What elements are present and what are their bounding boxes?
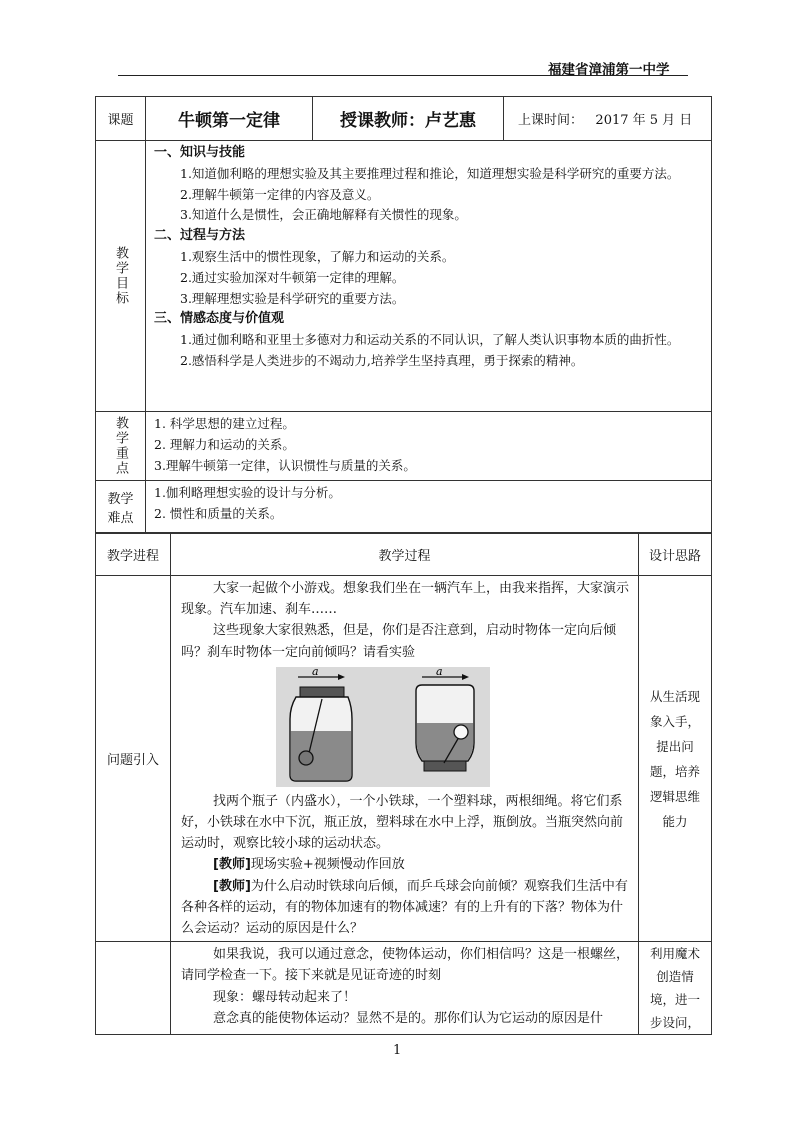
objective-item: 2.理解牛顿第一定律的内容及意义。: [180, 186, 380, 202]
teaching-process-table: [95, 533, 712, 1035]
design-line: 利用魔术: [649, 946, 700, 962]
design-line: 步设问，: [649, 1015, 700, 1031]
process-row-intro: [96, 576, 712, 942]
difficulties-row: [96, 481, 712, 533]
key-point-item: 1. 科学思想的建立过程。: [154, 416, 295, 431]
header-rule: [118, 75, 688, 76]
objective-item: 2.通过实验加深对牛顿第一定律的理解。: [180, 269, 405, 285]
design-magic: [639, 942, 712, 1035]
time-label: 上课时间：: [518, 113, 584, 128]
page-number: 1: [393, 1043, 402, 1058]
process-paragraph: 这些现象大家很熟悉，但是，你们是否注意到，启动时物体一定向后倾吗？刹车时物体一定向前倾吗？请看实验: [181, 623, 617, 660]
objectives-label-cell: [96, 141, 146, 412]
objective-item: 1.知道伽利略的理想实验及其主要推理过程和推论，知道理想实验是科学研究的重要方法。: [180, 165, 680, 181]
objective-item: 1.观察生活中的惯性现象，了解力和运动的关系。: [180, 248, 455, 264]
design-line: 能力: [662, 813, 688, 829]
key-points-row: [96, 412, 712, 481]
process-paragraph: 如果我说，我可以通过意念，使物体运动，你们相信吗？这是一根螺丝，请同学检查一下。接下来就是见证奇迹的时刻: [181, 947, 630, 984]
bottle-experiment-figure: [276, 667, 490, 787]
objective-section-title: 一、知识与技能: [154, 145, 246, 160]
objective-item: 3.理解理想实验是科学研究的重要方法。: [180, 290, 405, 306]
key-points-label-cell: [96, 412, 146, 481]
objective-item: 2.感悟科学是人类进步的不竭动力,培养学生坚持真理，勇于探索的精神。: [180, 352, 584, 368]
col-design-header: 设计思路: [639, 534, 712, 576]
time-value: 2017 年 5 月 日: [595, 113, 693, 128]
process-paragraph: 大家一起做个小游戏。想象我们坐在一辆汽车上，由我来指挥，大家演示现象。汽车加速、刹车……: [181, 581, 630, 618]
lesson-info-table: [95, 96, 712, 533]
design-line: 题，培养: [649, 763, 700, 779]
accel-label-left: a: [312, 666, 319, 678]
design-line: 从生活现: [649, 688, 700, 704]
key-points-label: 教学重点: [113, 416, 128, 476]
process-row-magic: [96, 942, 712, 1035]
design-line: 境，进一: [649, 992, 700, 1008]
key-points-content: [146, 412, 712, 481]
process-paragraph: 意念真的能使物体运动？显然不是的。那你们认为它运动的原因是什: [213, 1010, 604, 1026]
difficulties-label-a: 教学: [107, 491, 134, 507]
objectives-content: [146, 141, 712, 412]
intro-process: [171, 576, 639, 942]
objectives-row: [96, 141, 712, 412]
process-paragraph: 找两个瓶子（内盛水），一个小铁球，一个塑料球，两根细绳。将它们系好，小铁球在水中下沉，瓶正放，塑料球在水中上浮，瓶倒放。当瓶突然向前运动时，观察比较小球的运动状态。: [181, 793, 624, 852]
teacher-name: 授课教师：卢艺惠: [313, 97, 504, 141]
teacher-tag: [教师]: [213, 878, 251, 894]
design-line: 象入手，: [649, 713, 700, 729]
teacher-note-2: [181, 876, 630, 940]
difficulties-label-b: 难点: [107, 510, 134, 526]
teacher-tag: [教师]: [213, 857, 251, 873]
objective-section-title: 三、情感态度与价值观: [154, 311, 285, 327]
process-header-row: [96, 534, 712, 576]
topic-title: 牛顿第一定律: [146, 97, 313, 141]
topic-label: 课题: [96, 97, 146, 141]
difficulty-item: 1.伽利略理想实验的设计与分析。: [154, 485, 341, 500]
difficulties-content: [146, 481, 712, 533]
teacher-note-text: 现场实验+视频慢动作回放: [250, 857, 405, 873]
process-paragraph: 现象：螺母转动起来了！: [213, 989, 357, 1005]
stage-magic: [96, 942, 171, 1035]
key-point-item: 3.理解牛顿第一定律，认识惯性与质量的关系。: [154, 457, 416, 473]
col-stage-header: 教学进程: [96, 534, 171, 576]
design-intro: [639, 576, 712, 942]
objective-item: 1.通过伽利略和亚里士多德对力和运动关系的不同认识，了解人类认识事物本质的曲折性。: [180, 332, 680, 348]
accel-label-right: a: [436, 666, 443, 678]
col-process-header: 教学过程: [171, 534, 639, 576]
stage-intro: 问题引入: [96, 576, 171, 942]
class-time: [504, 97, 712, 141]
topic-row: [96, 97, 712, 141]
design-line: 创造情: [656, 969, 694, 985]
objectives-label: 教学目标: [113, 246, 128, 306]
teacher-note-1: [181, 854, 630, 875]
difficulty-item: 2. 惯性和质量的关系。: [154, 505, 283, 521]
magic-process: [171, 942, 639, 1035]
design-line: 提出问: [656, 738, 694, 754]
design-line: 逻辑思维: [649, 788, 700, 804]
objective-section-title: 二、过程与方法: [154, 228, 246, 244]
teacher-note-text: 为什么启动时铁球向后倾，而乒乓球会向前倾？观察我们生活中有各种各样的运动，有的物体加速有的物体减速？有的上升有的下落？物体为什么会运动？运动的原因是什么？: [181, 878, 628, 937]
objective-item: 3.知道什么是惯性，会正确地解释有关惯性的现象。: [180, 207, 467, 223]
difficulties-label-cell: [96, 481, 146, 533]
key-point-item: 2. 理解力和运动的关系。: [154, 436, 295, 452]
school-name: 福建省漳浦第一中学: [548, 62, 670, 78]
